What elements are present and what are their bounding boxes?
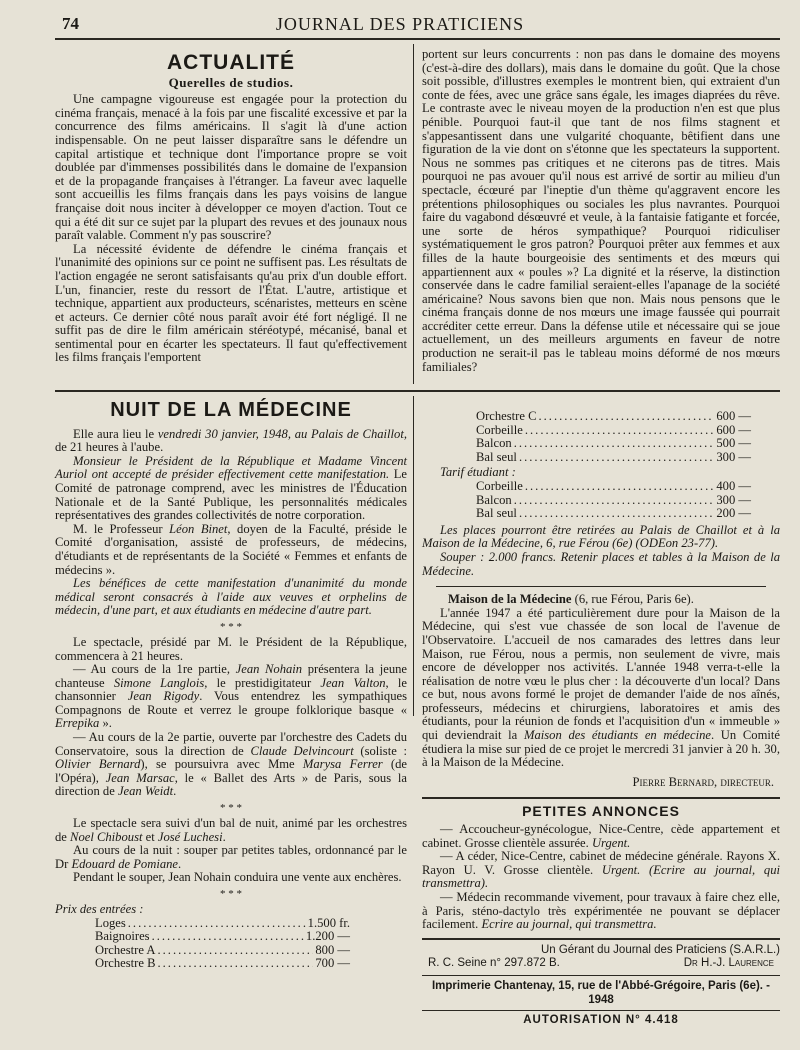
divider <box>422 975 780 976</box>
price-row: Bal seul ..... 200 — <box>476 507 751 521</box>
nuit-paragraph: — Au cours de la 1re partie, Jean Nohain présentera la jeune chanteuse Simone Langlois, le prestidigitateur Jean Valton, le chansonnier Jean Rigody. Vous entendrez les sympathiques Compagnons de Route et verrez le groupe folklorique basque « Errepika ». <box>55 662 408 731</box>
nuit-title: NUIT DE LA MÉDECINE <box>110 399 352 421</box>
actualite-paragraph: La nécessité évidente de défendre le cinéma français et l'unanimité des opinions sur ce point ne suffisent pas. Les résultats de l'action engagée ne seront satisfaisants qu'au prix d'un double effort. L'un, financier, reste du ressort de l'État. L'autre, artistique et technique, appartient aux producteurs, scénaristes, metteurs en scène et acteurs. Ce dernier côté nous paraît avoir été fort négligé. Il ne suffit pas de dire le film américain stéréotypé, mécanisé, banal et sentimental pour en écarter les spectateurs. Il faut qu'effectivement les films français l'emportent <box>55 241 407 365</box>
annonces-title: PETITES ANNONCES <box>522 803 680 820</box>
actualite-title: ACTUALITÉ <box>167 51 295 74</box>
nuit-column-right <box>422 410 780 1028</box>
imprint-rc: R. C. Seine n° 297.872 B. <box>428 957 560 970</box>
prix-list-left <box>95 917 350 971</box>
column-rule <box>413 396 414 716</box>
stars-separator: * * * <box>220 802 242 815</box>
tarif-list <box>476 480 751 521</box>
imprint-line <box>422 957 780 971</box>
running-head: JOURNAL DES PRATICIENS <box>275 14 525 34</box>
nuit-paragraph: Pendant le souper, Jean Nohain conduira une vente aux enchères. <box>73 870 402 885</box>
imprint-printer: Imprimerie Chantenay, 15, rue de l'Abbé-Grégoire, Paris (6e). - 1948 <box>431 979 771 1006</box>
nuit-paragraph: Le spectacle sera suivi d'un bal de nuit, animé par les orchestres de Noel Chiboust et José Luchesi. <box>55 816 407 844</box>
nuit-paragraph: Elle aura lieu le vendredi 30 janvier, 1948, au Palais de Chaillot, de 21 heures à l'aube. <box>55 426 407 455</box>
divider <box>436 586 766 587</box>
annonce-item: — Accoucheur-gynécologue, Nice-Centre, cède appartement et cabinet. Grosse clientèle assurée. Urgent. <box>422 822 780 850</box>
column-rule <box>413 44 414 384</box>
actualite-continuation: portent sur leurs concurrents : non pas dans le domaine des moyens (c'est-à-dire des dollars), mais dans le domaine du goût. Que la chose soit possible, d'illustres exemples le montrent bien, qui extraient d'un conte de fées, avec une grâce sans égale, les images diaprées du rêve. Le contraste avec le niveau moyen de la production n'en est que plus pénible. Pourquoi faut-il que tant de nos films stagnent et s'appesantissent dans une vulgarité choquante, bêtifient dans une figuration de la vie dont on s'étonne que les spectateurs la supportent. Nous ne sommes pas critiques et ne citerons pas de titres. Mais pourquoi ne pas avouer qu'il nous est arrivé de sortir au milieu d'un spectacle, écœuré par l'ineptie d'un thème qu'aggravent encore les prétentions philosophiques ou sociales les plus navrantes. Pourquoi faire du vagabond désœuvré et veule, à la fantaisie fatigante et forcée, une sorte de héros sympathique? Pourquoi ridiculiser systématiquement le gros patron? Pourquoi prêter aux femmes et aux filles de la haute bourgeoisie des sentiments et des mœurs qui appartiennent aux « poules »? La dignité et la réserve, la distinction conservée dans le cadre familial seraient-elles l'apanage de la société américaine? Nous savons bien que non. Mais nous pensons que le cinéma français donne de nos mœurs une image faussée qui pourrait accréditer cette erreur. Dans la défense utile et nécessaire qui se joue actuellement, un des meilleurs arguments en faveur de notre production ne serait-il pas le tableau moins déformé de nos mœurs familiales? <box>422 47 780 374</box>
price-row: Loges ..... 1.500 fr. <box>95 917 350 931</box>
section-rule <box>422 797 780 799</box>
price-row: Orchestre C ..... 600 — <box>476 410 751 424</box>
stars-separator: * * * <box>220 888 242 900</box>
nuit-paragraph: — Au cours de la 2e partie, ouverte par l'orchestre des Cadets du Conservatoire, sous la direction de Claude Delvincourt (soliste : Olivier Bernard), se poursuivra avec Mme Marysa Ferrer (de l'Opéra), Jean Marsac, le « Ballet des Arts » de Paris, sous la direction de Jean Weidt. <box>55 730 407 799</box>
imprint-autorisation: AUTORISATION N° 4.418 <box>523 1014 679 1027</box>
section-rule <box>55 390 780 392</box>
prix-list-right <box>476 410 751 464</box>
nuit-column-left <box>55 399 408 971</box>
maison-heading: Maison de la Médecine (6, rue Férou, Paris 6e). <box>448 592 694 607</box>
imprint-director: Dr H.-J. Laurence <box>683 957 774 970</box>
actualite-subtitle: Querelles de studios. <box>168 74 294 90</box>
places-note: Les places pourront être retirées au Palais de Chaillot et à la Maison de la Médecine, 6, rue Férou (6e) (ODEon 23-77). <box>422 522 780 551</box>
stars-separator: * * * <box>220 620 242 633</box>
annonce-item: — Médecin recommande vivement, pour travaux à faire chez elle, à Paris, sténo-dactylo très expérimentée ne pouvant se déplacer facilement. Ecrire au journal, qui transmettra. <box>422 890 780 932</box>
actualite-column-right <box>422 48 780 374</box>
price-row: Corbeille ..... 400 — <box>476 480 751 494</box>
page-number: 74 <box>62 14 79 33</box>
annonce-item: — A céder, Nice-Centre, cabinet de médecine générale. Rayons X. Rayon U. V. Grosse clientèle. Urgent. (Ecrire au journal, qui transmettra). <box>422 849 780 891</box>
price-row: Orchestre B ..... 700 — <box>95 957 350 971</box>
tarif-title: Tarif étudiant : <box>440 465 516 480</box>
maison-signature: Pierre Bernard, directeur. <box>632 774 774 789</box>
maison-body: L'année 1947 a été particulièrement dure pour la Maison de la Médecine, qui s'est vue chassée de son local de l'avenue de l'Observatoire. L'accueil de nos camarades des lettres dans leur Maison, rue Férou, nous a permis, non seulement de vivre, mais encore de développer nos activités. L'année 1948 verra-t-elle la réalisation de notre vœu le plus cher : la découverte d'un local? Dans ce but, nous avons formé le projet de demander l'aide de nos aînés, professeurs, médecins et chirurgiens, laboratoires et amis des étudiants, pour la réunion de fonds et l'acquisition d'un « immeuble » qui deviendrait la Maison des étudiants en médecine. Un Comité étudiera la mise sur pied de ce projet le mercredi 31 janvier à 20 h. 30, à la Maison de la Médecine. <box>422 605 780 770</box>
nuit-paragraph: Au cours de la nuit : souper par petites tables, ordonnancé par le Dr Edouard de Pomiane. <box>55 843 407 871</box>
nuit-paragraph: M. le Professeur Léon Binet, doyen de la Faculté, préside le Comité d'organisation, assisté de professeurs, de médecins, d'étudiants et de représentants de la Société « Femmes et enfants de médecins ». <box>55 521 408 577</box>
divider <box>422 1010 780 1011</box>
price-row: Corbeille ..... 600 — <box>476 424 751 438</box>
price-row: Balcon ..... 500 — <box>476 437 751 451</box>
actualite-column-left <box>55 51 407 365</box>
section-rule <box>422 938 780 940</box>
price-row: Baignoires ..... 1.200 — <box>95 930 350 944</box>
souper-note: Souper : 2.000 francs. Retenir places et tables à la Maison de la Médecine. <box>422 549 781 578</box>
nuit-paragraph: Monsieur le Président de la République et Madame Vincent Auriol ont accepté de présider effectivement cette manifestation. Le Comité de patronage comprend, avec les ministres de l'Éducation Nationale et de la Santé Publique, les personnalités médicales représentatives des grandes collectivités de notre corporation. <box>55 453 407 523</box>
price-row: Balcon ..... 300 — <box>476 494 751 508</box>
nuit-paragraph: Les bénéfices de cette manifestation d'unanimité du monde médical seront consacrés à l'aide aux veuves et orphelins de médecin, d'une part, et aux étudiants en médecine d'autre part. <box>55 576 407 618</box>
prix-title: Prix des entrées : <box>55 902 144 916</box>
price-row: Bal seul ..... 300 — <box>476 451 751 465</box>
actualite-paragraph: Une campagne vigoureuse est engagée pour la protection du cinéma français, menacé à la fois par une fiscalité excessive et par la concurrence des films américains. Il s'agit là d'une action indispensable. On ne peut laisser disparaître sans le défendre un capital artistique et technique dont l'importance propre se voit doublée par d'immenses possibilités dans le domaine de l'expansion et de la propagande françaises à l'étranger. La faveur avec laquelle sont accueillis les films français dans les pays voisins de langue française doit nous inciter à développer ce moyen d'action. Tout ce qui a été dit sur ce sujet par la plupart des revues et des jounaux nous paraît valable. Comment n'y pas souscrire? <box>55 92 407 243</box>
imprint-gerant: Un Gérant du Journal des Praticiens (S.A.R.L.) <box>540 943 780 956</box>
nuit-paragraph: Le spectacle, présidé par M. le Président de la République, commencera à 21 heures. <box>55 634 407 663</box>
header-rule <box>55 38 780 40</box>
price-row: Orchestre A ..... 800 — <box>95 944 350 958</box>
